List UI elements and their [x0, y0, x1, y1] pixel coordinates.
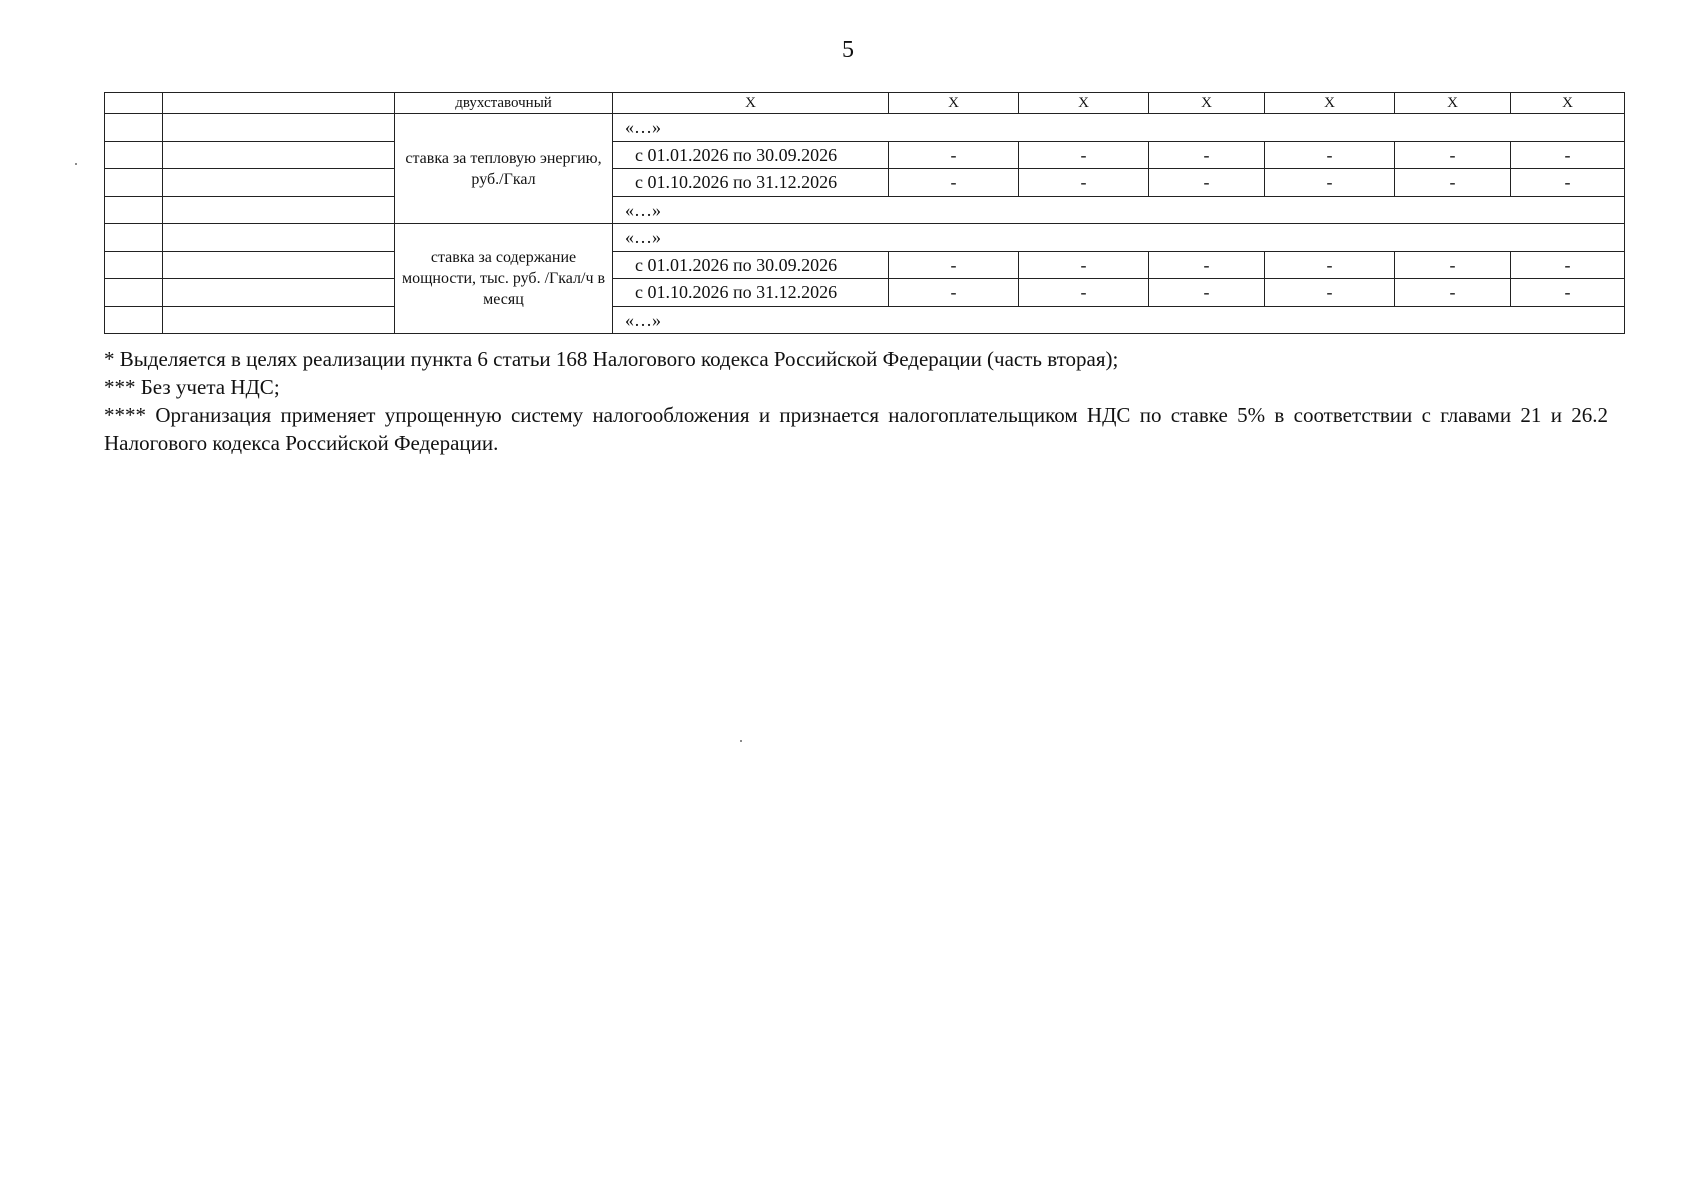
value-cell: - [1019, 141, 1149, 169]
value-cell: - [1265, 141, 1395, 169]
table-cell [105, 224, 163, 252]
table-row [105, 141, 1625, 169]
value-cell: - [1395, 279, 1511, 307]
table-cell [105, 196, 163, 224]
table-cell [163, 169, 395, 197]
table-cell [163, 141, 395, 169]
value-cell: - [1265, 251, 1395, 279]
value-cell: - [1511, 251, 1625, 279]
table-cell [105, 169, 163, 197]
table-cell [163, 114, 395, 142]
table-cell [163, 279, 395, 307]
table-row [105, 169, 1625, 197]
table-cell [163, 196, 395, 224]
table-cell [105, 251, 163, 279]
value-cell: - [1511, 279, 1625, 307]
table-row [105, 114, 1625, 142]
placeholder-cell: «…» [613, 306, 1625, 334]
value-cell: - [1149, 169, 1265, 197]
table-header-row [105, 93, 1625, 114]
period-cell: с 01.10.2026 по 31.12.2026 [613, 169, 889, 197]
value-cell: - [889, 251, 1019, 279]
table-row [105, 196, 1625, 224]
value-cell: - [1265, 169, 1395, 197]
footnotes [104, 345, 1608, 457]
period-cell: с 01.10.2026 по 31.12.2026 [613, 279, 889, 307]
header-x-cell: Х [1149, 93, 1265, 114]
placeholder-cell: «…» [613, 196, 1625, 224]
table-cell [163, 93, 395, 114]
scan-speck [740, 740, 742, 742]
table-row [105, 251, 1625, 279]
value-cell: - [1149, 141, 1265, 169]
footnote: * Выделяется в целях реализации пункта 6 статьи 168 Налогового кодекса Российской Федерации (часть вторая); [104, 347, 1119, 371]
value-cell: - [1149, 279, 1265, 307]
footnote: *** Без учета НДС; [104, 375, 280, 399]
value-cell: - [1265, 279, 1395, 307]
table-cell [105, 93, 163, 114]
page-number: 5 [842, 37, 854, 63]
header-x-cell: Х [889, 93, 1019, 114]
rate-name-cell: ставка за тепловую энергию, руб./Гкал [395, 114, 613, 224]
table-cell [105, 114, 163, 142]
footnote: **** Организация применяет упрощенную систему налогообложения и признается налогоплательщиком НДС по ставке 5% в соответствии с главами 21 и 26.2 Налогового кодекса Российской Федерации. [104, 403, 1608, 455]
header-x-cell: Х [613, 93, 889, 114]
value-cell: - [889, 169, 1019, 197]
value-cell: - [1511, 141, 1625, 169]
period-cell: с 01.01.2026 по 30.09.2026 [613, 251, 889, 279]
placeholder-cell: «…» [613, 224, 1625, 252]
tariff-table [104, 92, 1625, 334]
table-row [105, 279, 1625, 307]
header-x-cell: Х [1265, 93, 1395, 114]
value-cell: - [1019, 251, 1149, 279]
table-cell [105, 279, 163, 307]
value-cell: - [889, 141, 1019, 169]
value-cell: - [1019, 169, 1149, 197]
value-cell: - [1511, 169, 1625, 197]
value-cell: - [1149, 251, 1265, 279]
table-cell [163, 224, 395, 252]
table-row [105, 306, 1625, 334]
value-cell: - [1395, 141, 1511, 169]
rate-type-cell: двухставочный [395, 93, 613, 114]
table-cell [105, 141, 163, 169]
value-cell: - [1395, 169, 1511, 197]
table-cell [105, 306, 163, 334]
table-cell [163, 251, 395, 279]
header-x-cell: Х [1511, 93, 1625, 114]
rate-name-cell: ставка за содержание мощности, тыс. руб. /Гкал/ч в месяц [395, 224, 613, 334]
scan-speck [75, 163, 77, 165]
header-x-cell: Х [1019, 93, 1149, 114]
header-x-cell: Х [1395, 93, 1511, 114]
value-cell: - [889, 279, 1019, 307]
value-cell: - [1019, 279, 1149, 307]
period-cell: с 01.01.2026 по 30.09.2026 [613, 141, 889, 169]
table-cell [163, 306, 395, 334]
value-cell: - [1395, 251, 1511, 279]
placeholder-cell: «…» [613, 114, 1625, 142]
table-row [105, 224, 1625, 252]
